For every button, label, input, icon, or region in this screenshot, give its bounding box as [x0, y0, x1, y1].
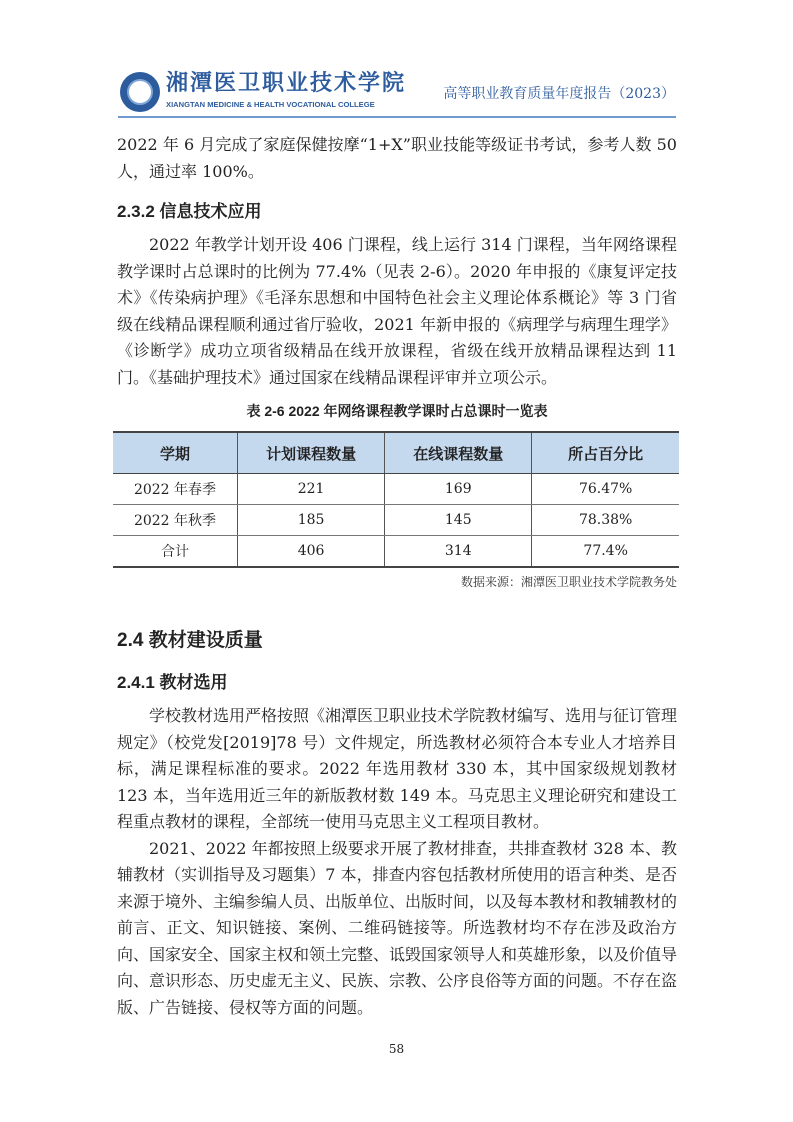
table-caption: 表 2-6 2022 年网络课程教学课时占总课时一览表 — [246, 403, 548, 419]
table-row — [113, 536, 679, 568]
page-number: 58 — [388, 1042, 405, 1056]
intro-paragraph-block — [117, 132, 677, 185]
cell: 77.4% — [532, 536, 679, 568]
cell: 2022 年秋季 — [113, 505, 238, 536]
section-heading-2-4-1: 2.4.1 教材选用 — [117, 673, 228, 692]
header-divider — [118, 116, 676, 118]
cell: 221 — [238, 474, 385, 505]
table-source: 数据来源：湘潭医卫职业技术学院教务处 — [460, 575, 677, 589]
section-heading-2-3-2: 2.3.2 信息技术应用 — [117, 202, 262, 221]
paragraph: 2021、2022 年都按照上级要求开展了教材排查，共排查教材 328 本、教辅教材（实训指导及习题集）7 本，排查内容包括教材所使用的语言种类、是否来源于境外、主编参编人员、出版单位、出版时间，以及每本教材和教辅教材的前言、正文、知识链接、案例、二维码链接等。所选教材均不存在涉及政治方向、国家安全、国家主权和领土完整、诋毁国家领导人和英雄形象，以及价值导向、意识形态、历史虚无主义、民族、宗教、公序良俗等方面的问题。不存在盗版、广告链接、侵权等方面的问题。 — [117, 838, 678, 1017]
section-2-3-2-body — [117, 232, 677, 391]
cell: 169 — [385, 474, 532, 505]
cell: 2022 年春季 — [113, 474, 238, 505]
cell: 314 — [385, 536, 532, 568]
header-cell: 在线课程数量 — [385, 432, 532, 474]
school-name-en: XIANGTAN MEDICINE & HEALTH VOCATIONAL COLLEGE — [166, 100, 375, 109]
page-body — [117, 132, 677, 1021]
report-title: 高等职业教育质量年度报告（2023） — [443, 86, 675, 102]
header-cell: 所占百分比 — [532, 432, 679, 474]
paragraph: 2022 年教学计划开设 406 门课程，线上运行 314 门课程，当年网络课程教学课时占总课时的比例为 77.4%（见表 2-6）。2020 年申报的《康复评定技术》《传染病护理》《毛泽东思想和中国特色社会主义理论体系概论》等 3 门省级在线精品课程顺利通过省厅验收，2021 年新申报的《病理学与病理生理学》《诊断学》成功立项省级精品在线开放课程，省级在线开放精品课程达到 11 门。《基础护理技术》通过国家在线精品课程评审并立项公示。 — [117, 235, 677, 387]
table-header-row — [113, 432, 679, 474]
cell: 76.47% — [532, 474, 679, 505]
section-2-4-1-body — [117, 703, 677, 1021]
course-hours-table — [113, 431, 679, 568]
cell: 合计 — [113, 536, 238, 568]
cell: 145 — [385, 505, 532, 536]
paragraph: 学校教材选用严格按照《湘潭医卫职业技术学院教材编写、选用与征订管理规定》（校党发[2019]78 号）文件规定，所选教材必须符合本专业人才培养目标，满足课程标准的要求。2022 年选用教材 330 本，其中国家级规划教材 123 本，当年选用近三年的新版教材数 149 本。马克思主义理论研究和建设工程重点教材的课程，全部统一使用马克思主义工程项目教材。 — [117, 706, 678, 831]
header-cell: 学期 — [113, 432, 238, 474]
cell: 185 — [238, 505, 385, 536]
table-row — [113, 505, 679, 536]
cell: 78.38% — [532, 505, 679, 536]
section-heading-2-4: 2.4 教材建设质量 — [117, 630, 263, 651]
table-row — [113, 474, 679, 505]
school-logo-icon — [120, 72, 160, 112]
school-name-cn: 湘潭医卫职业技术学院 — [166, 70, 407, 96]
cell: 406 — [238, 536, 385, 568]
intro-paragraph: 2022 年 6 月完成了家庭保健按摩“1+X”职业技能等级证书考试，参考人数 50 人，通过率 100%。 — [117, 135, 677, 181]
header-cell: 计划课程数量 — [238, 432, 385, 474]
